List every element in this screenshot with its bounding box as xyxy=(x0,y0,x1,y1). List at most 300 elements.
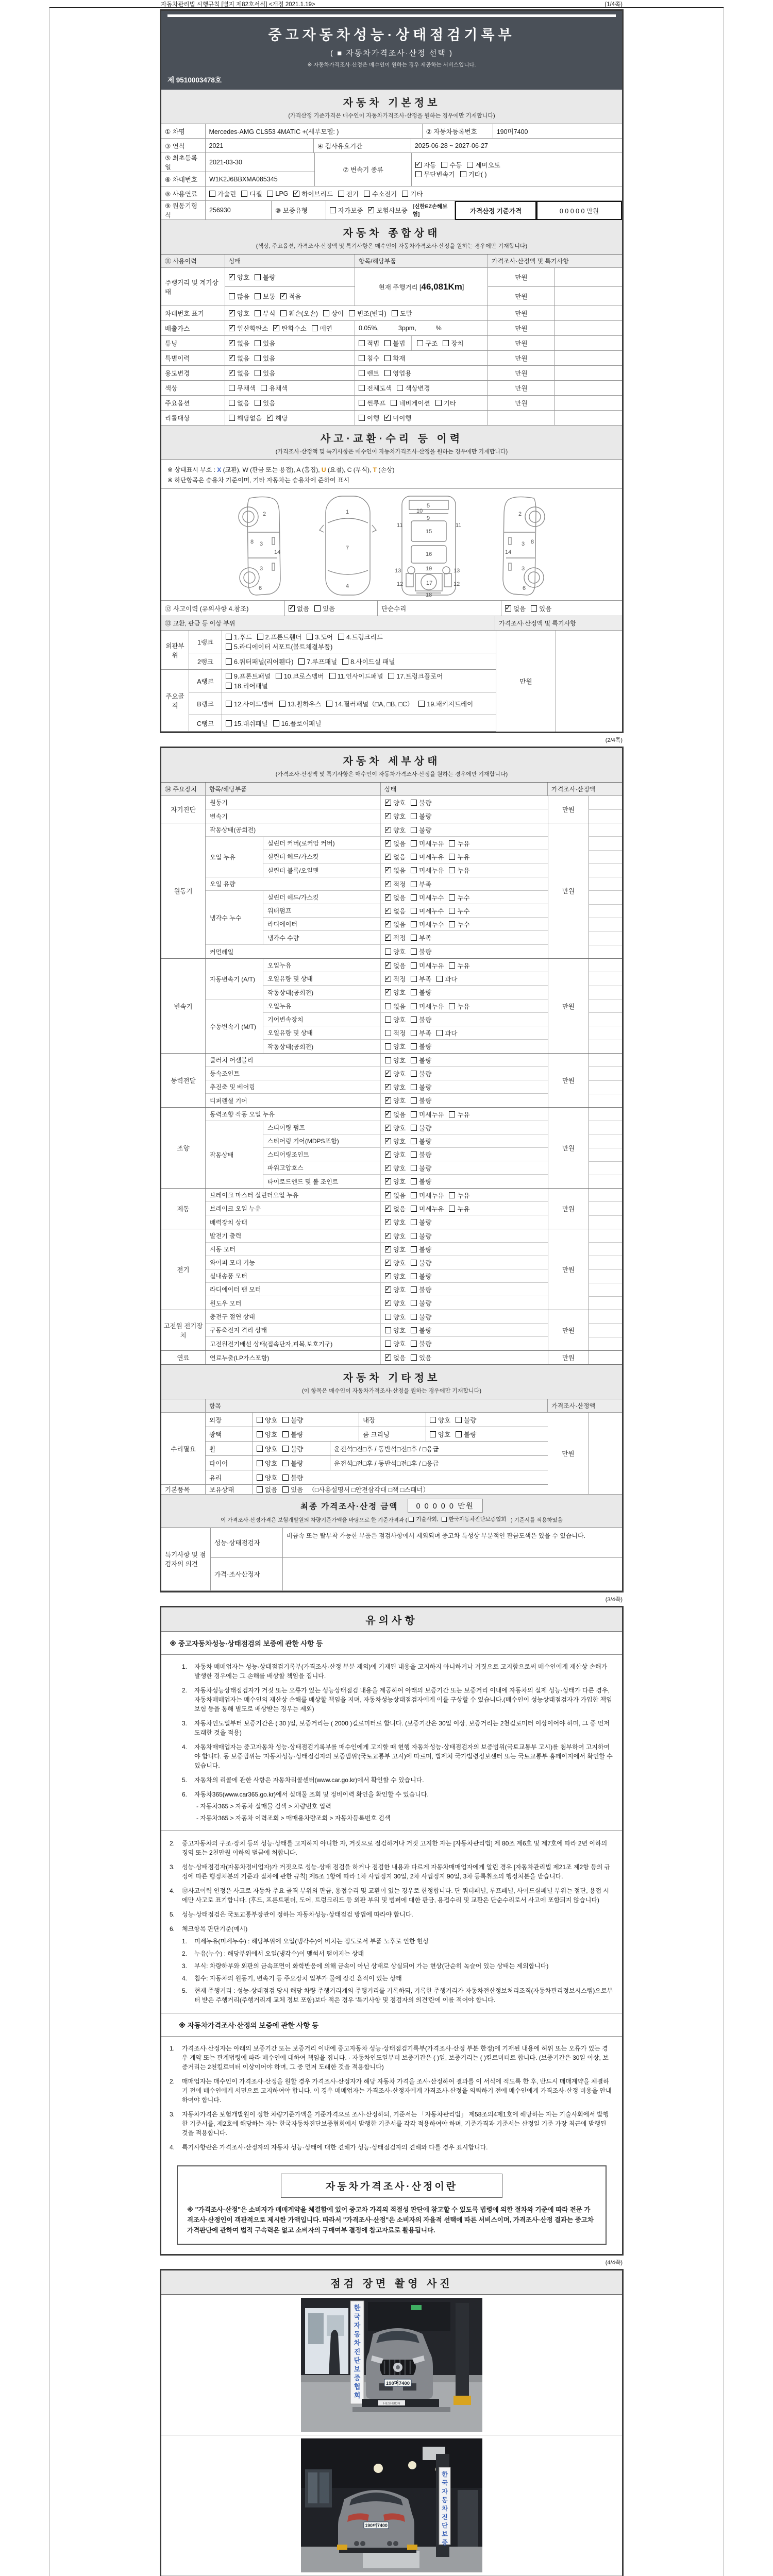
code-text: (요철), xyxy=(326,466,347,473)
note-subitem xyxy=(182,1949,614,1958)
transmission-기타( ) xyxy=(460,170,487,179)
option-label: 양호 xyxy=(393,1313,406,1321)
option-label: 양호 xyxy=(393,1246,406,1253)
price-note-cell xyxy=(589,905,622,918)
시동 모터-양호 xyxy=(385,1245,406,1254)
unchecked-checkbox xyxy=(411,1125,417,1131)
group-price: 만원 xyxy=(548,1054,589,1107)
option-label: 적음 xyxy=(289,293,301,300)
form-page-4 xyxy=(160,2269,624,2576)
engine-type-label: ⑨ 원동기형식 xyxy=(161,201,206,220)
워터펌프-없음 xyxy=(385,906,406,916)
광택-불량 xyxy=(282,1430,303,1439)
1랭크-2.프론트휀더 xyxy=(257,632,302,641)
svg-text:4: 4 xyxy=(346,583,349,589)
unchecked-checkbox xyxy=(411,1192,417,1198)
item-오일 유량: 오일 유량 xyxy=(206,877,381,890)
notes-header xyxy=(161,1607,622,1632)
option-label: 없음 xyxy=(393,1205,406,1213)
option-label: 불량 xyxy=(464,1416,477,1424)
unchecked-checkbox xyxy=(409,1517,414,1522)
state-오일유량 및 상태 xyxy=(381,972,548,985)
option-label: 없음 xyxy=(237,340,250,347)
option-label: 양호 xyxy=(393,1016,406,1024)
unchecked-checkbox xyxy=(449,894,455,901)
opinion-text-성능·상태점검자: 비금속 또는 탈부착 가능한 부품은 점검사항에서 제외되며 중고차 특성상 부분적인 판금도색은 있을 수 있습니다. xyxy=(283,1528,622,1558)
device-group-label: 변속기 xyxy=(161,959,206,1053)
svg-text:11: 11 xyxy=(397,522,403,529)
price-note-cell xyxy=(555,268,622,287)
option-label: 미세누유 xyxy=(419,1003,444,1010)
state-추진축 및 베어링 xyxy=(381,1080,548,1093)
unchecked-checkbox xyxy=(411,976,417,982)
unchecked-checkbox xyxy=(255,355,261,361)
option-label: 장치 xyxy=(451,340,464,347)
price-note-cell xyxy=(589,999,622,1013)
색상-색상변경 xyxy=(397,383,430,393)
오일유량 및 상태-적정 xyxy=(385,1028,406,1038)
워터펌프-미세누수 xyxy=(411,906,444,916)
unchecked-checkbox xyxy=(226,720,232,726)
작동상태(공회전)-양호 xyxy=(385,825,406,835)
note-item xyxy=(161,1790,622,1823)
svg-text:16: 16 xyxy=(426,551,432,557)
unchecked-checkbox xyxy=(385,1057,391,1063)
option-label: 보험사보증 xyxy=(376,207,408,214)
price-note-cell xyxy=(555,381,622,396)
차대번호 표기-도말 xyxy=(392,309,412,318)
panel-group-label: 외판부위 xyxy=(161,631,189,670)
item-작동상태(공회전): 작동상태(공회전) xyxy=(263,1040,381,1053)
note-subtext: 부식: 차량하부와 외판의 금속표면이 화학반응에 의해 금속이 아닌 상태로 상실되어 가는 현상(단순히 녹슬어 있는 상태는 제외합니다) xyxy=(194,1962,549,1970)
checked-checkbox xyxy=(385,1084,391,1090)
item-options-리콜대상 xyxy=(355,411,488,426)
checked-checkbox xyxy=(385,1260,391,1266)
option-label: 불량 xyxy=(419,1219,432,1226)
option-label: 양호 xyxy=(393,1286,406,1294)
final-note-text: 이 가격조사·산정가격은 보험개발원의 차량기준가액을 바탕으로 한 기준가격과 ( xyxy=(221,1517,409,1523)
repair-item-내장: 내장 xyxy=(359,1413,426,1427)
checked-checkbox xyxy=(273,325,279,331)
unchecked-checkbox xyxy=(229,293,235,299)
item-클러치 어셈블리: 클러치 어셈블리 xyxy=(206,1054,381,1066)
price-note-cell xyxy=(589,1054,622,1067)
checked-checkbox xyxy=(385,921,391,927)
simple-repair-options xyxy=(501,601,622,616)
checked-checkbox xyxy=(385,908,391,914)
item-header: 항목/해당부품 xyxy=(206,783,381,796)
note-item xyxy=(161,1839,622,1857)
option-label: 가솔린 xyxy=(217,190,237,198)
option-label: 수동 xyxy=(449,162,462,169)
unchecked-checkbox xyxy=(411,1097,417,1104)
unchecked-checkbox xyxy=(384,355,391,361)
etc-price-header: 가격조사·산정액 xyxy=(548,1399,622,1413)
unchecked-checkbox xyxy=(338,191,344,197)
unchecked-checkbox xyxy=(392,310,398,316)
item-options-튜닝 xyxy=(355,336,488,351)
state-타이로드엔드 및 볼 조인트 xyxy=(381,1175,548,1188)
option-label: 매연 xyxy=(320,325,332,332)
unchecked-checkbox xyxy=(411,1178,417,1184)
option-label: 이행 xyxy=(367,415,380,422)
history-label-튜닝: 튜닝 xyxy=(161,336,225,351)
option-label: 훼손(오손) xyxy=(289,310,318,317)
option-label: 누유 xyxy=(457,1205,470,1213)
option-label: 3.도어 xyxy=(315,633,333,641)
고전원전기배선 상태(접속단자,피복,보호기구)-양호 xyxy=(385,1339,406,1348)
unchecked-checkbox xyxy=(411,989,417,995)
notes-list-2 xyxy=(161,1831,622,2013)
item-작동상태(공회전): 작동상태(공회전) xyxy=(263,986,381,999)
unchecked-checkbox xyxy=(411,962,417,969)
note-number: 5. xyxy=(170,1910,175,1918)
simple-repair-label: 단순수리 xyxy=(378,601,501,616)
option-label: 없음 xyxy=(393,907,406,915)
리콜대상-해당없음 xyxy=(229,413,262,422)
opinion-author-성능·상태점검자: 성능·상태점검자 xyxy=(211,1528,283,1558)
state-파워고압호스 xyxy=(381,1161,548,1174)
unchecked-checkbox xyxy=(255,274,261,280)
option-label: 상이 xyxy=(331,310,344,317)
unchecked-checkbox xyxy=(359,340,365,346)
svg-text:한국자동차진단보증: 한 국 자 동 차 진 단 보 증 xyxy=(442,2470,448,2546)
용도변경-영업용 xyxy=(384,368,411,378)
option-label: 5.라디에이터 서포트(볼트체결부품) xyxy=(234,643,333,651)
price-note-cell xyxy=(589,1067,622,1080)
rank-options-1랭크 xyxy=(222,631,496,653)
svg-text:12: 12 xyxy=(453,581,460,587)
mileage-pre: 현재 주행거리 [ xyxy=(378,283,422,291)
checked-checkbox xyxy=(385,840,391,846)
튜닝-적법 xyxy=(359,338,379,348)
option-label: 양호 xyxy=(393,1043,406,1050)
튜닝-장치 xyxy=(443,338,463,348)
opinion-author-가격·조사산정자: 가격·조사산정자 xyxy=(211,1558,283,1591)
B랭크-19.패키지트레이 xyxy=(418,699,473,708)
form-page-3 xyxy=(160,1606,624,2256)
note-subitem xyxy=(182,1974,614,1983)
내장-양호 xyxy=(430,1415,450,1425)
unchecked-checkbox xyxy=(417,340,423,346)
svg-text:2: 2 xyxy=(263,511,266,517)
state-윈도우 모터 xyxy=(381,1296,548,1310)
document-number: 제 9510003478호 xyxy=(167,76,222,84)
unchecked-checkbox xyxy=(226,643,232,650)
accident-history-row xyxy=(161,601,622,616)
etc-title: 자동차 기타정보 xyxy=(343,1372,441,1384)
특별이력-침수 xyxy=(359,353,379,363)
실린더 블록/오일팬-없음 xyxy=(385,866,406,875)
option-label: 부족 xyxy=(419,975,432,983)
option-label: 누유 xyxy=(457,962,470,970)
unchecked-checkbox xyxy=(329,673,335,679)
option-label: 미세누수 xyxy=(419,921,444,928)
state-와이퍼 모터 기능 xyxy=(381,1256,548,1269)
A랭크-17.트렁크플로어 xyxy=(388,671,443,681)
option-label: 누유 xyxy=(457,1003,470,1010)
unchecked-checkbox xyxy=(467,162,473,168)
unchecked-checkbox xyxy=(359,400,365,406)
note-subtext: 침수: 자동차의 원동기, 변속기 등 주요장치 일부가 물에 잠긴 흔적이 있는 상태 xyxy=(194,1974,402,1982)
unchecked-checkbox xyxy=(411,1138,417,1144)
용도변경-없음 xyxy=(229,368,249,378)
unchecked-checkbox xyxy=(323,310,329,316)
fuel-기타 xyxy=(402,189,423,198)
exchange-header-row xyxy=(161,616,622,631)
option-label: 해당 xyxy=(275,415,288,422)
exchange-price-label: 가격조사·산정액 및 특기사항 xyxy=(495,616,622,631)
unchecked-checkbox xyxy=(267,191,273,197)
unchecked-checkbox xyxy=(282,1460,289,1466)
fuel-type-label: ⑧ 사용연료 xyxy=(161,187,206,201)
item-윈도우 모터: 윈도우 모터 xyxy=(206,1296,381,1310)
option-label: 18.리어패널 xyxy=(234,683,268,690)
svg-text:8: 8 xyxy=(531,539,534,545)
photos-header xyxy=(161,2270,622,2295)
checked-checkbox xyxy=(368,207,374,213)
price-note-cell xyxy=(589,1081,622,1094)
option-label: 19.패키지트레이 xyxy=(427,700,474,708)
title-stripe xyxy=(167,14,616,17)
note-subtext: 누유(누수) : 해당부위에서 오일(냉각수)이 맺혀서 떨어지는 상태 xyxy=(194,1950,364,1957)
mileage-많음 xyxy=(229,292,249,301)
unchecked-checkbox xyxy=(449,1206,455,1212)
unchecked-checkbox xyxy=(411,1206,417,1212)
fuel-가솔린 xyxy=(209,189,236,198)
simple-repair-있음 xyxy=(531,604,551,613)
브레이크 오일 누유-없음 xyxy=(385,1204,406,1213)
fuel-디젤 xyxy=(241,189,262,198)
note-item xyxy=(161,1862,622,1881)
연료누출(LP가스포함)-없음 xyxy=(385,1353,406,1362)
기어변속장치-양호 xyxy=(385,1015,406,1024)
option-label: 없음 xyxy=(393,853,406,861)
option-label: 불량 xyxy=(419,1124,432,1132)
unchecked-checkbox xyxy=(449,1192,455,1198)
comprehensive-title: 자동차 종합상태 xyxy=(343,228,441,239)
unchecked-checkbox xyxy=(359,415,365,421)
option-label: 양호 xyxy=(393,1259,406,1267)
price-note-cell xyxy=(589,1243,622,1256)
unchecked-checkbox xyxy=(411,1354,417,1361)
unchecked-checkbox xyxy=(411,1286,417,1293)
note-item xyxy=(161,1662,622,1681)
state-라디에이터 xyxy=(381,918,548,930)
accident-history-label: ⑫ 사고이력 (유의사항 4.참조) xyxy=(161,601,285,616)
note-text: 자동차가격은 보험개발원이 정한 차량기준가액을 기준가격으로 조사·산정하되, 기준서는 「자동차관리법」 제58조의4제1호에 해당하는 자는 기술사회에서 발행한 기준서를, 제2호에 해당하는 자는 한국자동차진단보증협회에서 발행한 기준서를 각각 적용하여야 하며, 기준가격과 기준서는 산정일 기준 가장 최근에 발행된 것을 적용합니다. xyxy=(182,2110,609,2137)
price-note-cell xyxy=(589,986,622,999)
page-label-3: (3/4쪽) xyxy=(605,1596,623,1603)
checked-checkbox xyxy=(289,605,295,612)
실린더 커버(로커암 커버)-없음 xyxy=(385,839,406,848)
unchecked-checkbox xyxy=(411,1300,417,1306)
option-label: 12.사이드멤버 xyxy=(234,700,274,708)
device-group-조향 xyxy=(161,1108,622,1189)
state-오일누유 xyxy=(381,959,548,972)
comprehensive-state-table xyxy=(161,255,622,426)
registration-number-label: ② 자동차등록번호 xyxy=(423,124,493,139)
state-고전원전기배선 상태(접속단자,피복,보호기구) xyxy=(381,1337,548,1350)
note-subitem xyxy=(182,1937,614,1946)
subgroup-작동상태: 작동상태 xyxy=(206,1121,263,1188)
option-label: 없음 xyxy=(393,962,406,970)
unchecked-checkbox xyxy=(255,310,261,316)
2랭크-6.쿼터패널(리어휀다) xyxy=(226,657,293,666)
note-number: 2. xyxy=(170,1839,175,1847)
accident-없음 xyxy=(289,604,309,613)
item-추진축 및 베어링: 추진축 및 베어링 xyxy=(206,1080,381,1093)
price-note-cell xyxy=(589,1040,622,1053)
option-label: 불량 xyxy=(419,1138,432,1145)
service-note: ※ 자동차가격조사·산정은 매수인이 원하는 경우 제공하는 서비스입니다. xyxy=(307,62,476,68)
option-label: 기타( ) xyxy=(468,171,487,178)
checked-checkbox xyxy=(385,1111,391,1117)
code-text: ※ 상태표시 부호 : xyxy=(167,466,217,473)
option-label: 미세누유 xyxy=(419,867,444,874)
price-note-cell xyxy=(589,1108,622,1121)
option-label: 양호 xyxy=(393,813,406,820)
price-note-cell xyxy=(589,877,622,891)
car-diagram-svg xyxy=(227,492,557,598)
unchecked-checkbox xyxy=(411,1273,417,1279)
svg-text:한국자동차진단보증협회: 한 국 자 동 차 진 단 보 증 협 회 xyxy=(354,2303,361,2399)
option-label: 무채색 xyxy=(237,385,256,392)
unchecked-checkbox xyxy=(226,701,232,707)
item-오일유량 및 상태: 오일유량 및 상태 xyxy=(263,1026,381,1039)
2랭크-7.루프패널 xyxy=(298,657,337,666)
option-label: 누유 xyxy=(457,853,470,861)
브레이크 마스터 실린더오일 누유-없음 xyxy=(385,1191,406,1200)
checked-checkbox xyxy=(385,881,391,887)
option-label: 디젤 xyxy=(249,190,262,198)
panel-price-note xyxy=(556,631,622,732)
photo-rear-svg xyxy=(301,2438,482,2572)
유리-불량 xyxy=(282,1473,303,1482)
etc-price: 만원 xyxy=(548,1413,589,1495)
state-연료누출(LP가스포함) xyxy=(381,1351,548,1364)
price-note-cell xyxy=(555,321,622,336)
note-item xyxy=(161,2110,622,2138)
item-연료누출(LP가스포함): 연료누출(LP가스포함) xyxy=(206,1351,381,1364)
브레이크 오일 누유-누유 xyxy=(449,1204,469,1213)
note-text: 자동차365(www.car365.go.kr)에서 실매물 조회 및 정비이력 확인을 확인할 수 있습니다. - 자동차365 > 자동차 실매물 검색 > 차량번호 입력 - 자동차365 > 자동차 이력조회 > 매매용차량조회 > 자동차등록번호 검색 xyxy=(194,1790,614,1823)
option-label: 있음 xyxy=(291,1486,304,1494)
note-text: 체크항목 판단기준(예시) 1. 미세누유(미세누수) : 해당부위에 오일(냉각수)이 비치는 정도로서 부품 노후로 인한 현상 2. 누유(누수) : 해당부위에서 오일(냉각수)이 맺혀서 떨어지는 상태 3. 부식: 차량하부와 외판의 금속표면이 화학반응에 의해 금속이 아닌 상태로 상실되어 가는 현상(단순히 녹슬어 있는 상태는 제외합니다) 4. 침수: 자동차의 원동기, 변속기 등 주요장치 일부가 물에 잠긴 흔적이 있는 상태 5. 현재 주행거리 : 성능·상태점검 당시 해당 차량 주행거리계의 주행거리를 기록하되, 기록한 주행거리가 자동차전산정보처리조직(자동차관리정보시스템)으로부터 받은 주행거리(주행거리계 교체 정보 포함)보다 적은 경우 '특기사항 및 점검자의 의견'란에 이를 적어야 합니다. xyxy=(182,1925,613,2004)
option-label: 없음 xyxy=(513,605,526,613)
mileage-보통 xyxy=(255,292,275,301)
스티어링 기어(MDPS포함)-양호 xyxy=(385,1137,406,1146)
code-text: W xyxy=(242,466,248,473)
state-냉각수 수량 xyxy=(381,931,548,944)
item-options-특별이력 xyxy=(355,351,488,366)
option-label: 불량 xyxy=(291,1460,304,1467)
detail-state-table xyxy=(161,783,622,1365)
튜닝-구조 xyxy=(417,338,438,348)
unchecked-checkbox xyxy=(411,840,417,846)
option-label: 양호 xyxy=(237,310,250,317)
state-작동상태(공회전) xyxy=(381,1040,548,1053)
오일누유-누유 xyxy=(449,961,469,970)
item-등속조인트: 등속조인트 xyxy=(206,1067,381,1080)
note-number: 1. xyxy=(182,1663,188,1670)
state-스티어링 펌프 xyxy=(381,1121,548,1134)
note-subitem xyxy=(182,1961,614,1971)
note-subnumber: 3. xyxy=(182,1962,188,1970)
state-충전구 절연 상태 xyxy=(381,1310,548,1323)
basic-items-있음 xyxy=(282,1485,303,1494)
내장-불량 xyxy=(456,1415,476,1425)
배출가스-탄화수소 xyxy=(273,324,306,333)
price-차대번호 표기: 만원 xyxy=(488,306,555,321)
unchecked-checkbox xyxy=(226,673,232,679)
unchecked-checkbox xyxy=(282,1486,289,1493)
inspection-period-label: ④ 검사유효기간 xyxy=(314,139,411,153)
warranty-insurer: [신한EZ손해보험] xyxy=(412,204,448,217)
item-커먼레일: 커먼레일 xyxy=(206,945,381,958)
note-number: 6. xyxy=(182,1790,188,1798)
option-label: 세미오토 xyxy=(475,162,500,169)
inspection-period-value: 2025-06-28 ~ 2027-06-27 xyxy=(411,139,622,153)
device-group-동력전달 xyxy=(161,1054,622,1108)
note-number: 4. xyxy=(182,1743,188,1751)
note-text: 자동차의 리콜에 관한 사항은 자동차리콜센터(www.car.go.kr)에서 확인할 수 있습니다. xyxy=(194,1776,424,1784)
mileage-value: 46,081Km xyxy=(421,281,462,292)
실내송풍 모터-양호 xyxy=(385,1272,406,1281)
first-registration-label: ⑤ 최초등록일 xyxy=(161,153,206,172)
state-codes-note: ※ 하단항목은 승용차 기준이며, 기타 자동차는 승용차에 준하여 표시 xyxy=(167,477,350,484)
튜닝-있음 xyxy=(255,338,275,348)
checked-checkbox xyxy=(385,1219,391,1225)
option-label: 누수 xyxy=(457,907,470,915)
mileage-post: ] xyxy=(462,283,464,291)
document-meta-row xyxy=(160,0,624,8)
item-충전구 절연 상태: 충전구 절연 상태 xyxy=(206,1310,381,1323)
svg-text:6: 6 xyxy=(259,585,262,591)
unchecked-checkbox xyxy=(385,1341,391,1347)
measurement: 3ppm, xyxy=(398,325,416,332)
repair-group-label: 수리필요 xyxy=(161,1413,206,1485)
checked-checkbox xyxy=(385,1151,391,1158)
device-group-label: 고전원 전기장치 xyxy=(161,1310,206,1350)
comprehensive-state-header xyxy=(161,220,622,255)
실린더 헤드/가스킷-누수 xyxy=(449,893,469,902)
option-label: 미이행 xyxy=(393,415,412,422)
note-item xyxy=(161,1719,622,1737)
option-label: 있음 xyxy=(263,340,276,347)
unchecked-checkbox xyxy=(330,207,336,213)
note-text: 성능·상태점검자(자동차정비업자)가 거짓으로 성능·상태 점검을 하거나 점검한 내용과 다르게 자동차매매업자에게 알린 경우 [자동차관리법 제21조 제2항 등의 규정에 따른 행정처분의 기준과 절차에 관한 규칙] 제5조 1항에 따라 1차 사업정지 30일, 2차 사업정지 90일, 3차 등록취소의 행정처분을 받습니다. xyxy=(182,1863,611,1880)
변속기-불량 xyxy=(411,811,431,821)
mileage-state-2 xyxy=(225,287,355,306)
추진축 및 베어링-양호 xyxy=(385,1082,406,1092)
unchecked-checkbox xyxy=(430,1417,436,1423)
repair-item-광택: 광택 xyxy=(206,1427,253,1442)
svg-text:12: 12 xyxy=(397,581,404,587)
repair-options-룸 크리닝 xyxy=(426,1427,548,1442)
checked-checkbox xyxy=(385,962,391,969)
rank-options-2랭크 xyxy=(222,653,496,670)
checked-checkbox xyxy=(267,415,273,421)
스티어링조인트-양호 xyxy=(385,1150,406,1159)
item-배력장치 상태: 배력장치 상태 xyxy=(206,1215,381,1229)
state-배력장치 상태 xyxy=(381,1215,548,1229)
group-price: 만원 xyxy=(548,823,589,958)
item-오일누유: 오일누유 xyxy=(263,959,381,972)
price-주요옵션: 만원 xyxy=(488,396,555,411)
option-label: 있음 xyxy=(323,605,335,613)
inspection-record-document xyxy=(160,9,624,2576)
